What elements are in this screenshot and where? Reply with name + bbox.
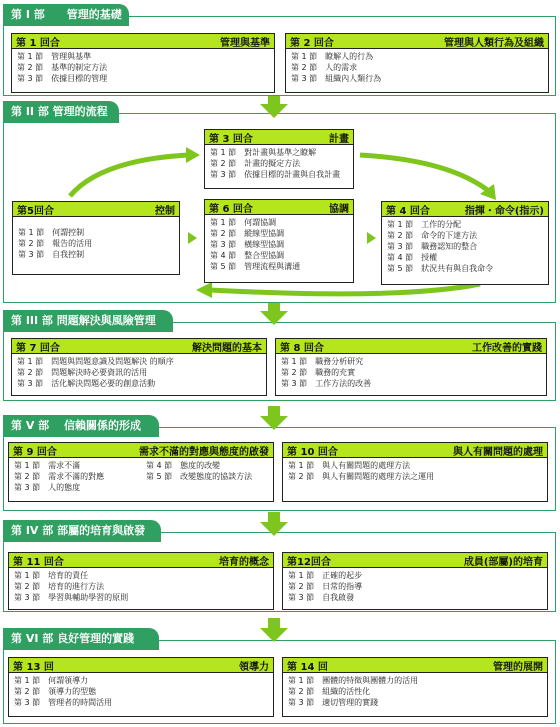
chapter-10-box: [282, 442, 548, 502]
chapter-13-line: 第 2 節 領導力的型態: [14, 687, 97, 696]
chapter-7-line: 第 3 節 活化解決問題必要的創意活動: [17, 379, 156, 388]
chapter-8-line: 第 3 節 工作方法的改善: [281, 379, 372, 388]
part-4-tab: 第 IV 部 部屬的培育與啟發: [3, 520, 161, 542]
part-6-tab: 第 VI 部 良好管理的實踐: [3, 628, 159, 650]
chapter-11-line: 第 2 節 培育的進行方法: [14, 582, 105, 591]
chapter-9-line: 第 2 節 需求不滿的對應: [14, 472, 105, 481]
chapter-7-box: [11, 338, 267, 396]
chapter-4-line: 第 5 節 狀況共有與自我命令: [387, 264, 494, 273]
chapter-5-box: [12, 201, 180, 275]
chapter-13-box: [8, 657, 274, 717]
chapter-2-header: 第 2 回合 管理與人類行為及組織: [286, 34, 548, 49]
chapter-4-line: 第 4 節 授權: [387, 253, 438, 262]
chapter-12-header: 第12回合 成員(部屬)的培育: [283, 553, 547, 568]
chapter-1-line: 第 3 節 依據目標的管理: [17, 74, 108, 83]
chapter-9-header: 第 9 回合 需求不滿的對應與態度的啟發: [9, 443, 273, 458]
chapter-4-line: 第 1 節 工作的分配: [387, 220, 462, 229]
chapter-10-line: 第 2 節 與人有關問題的處理方法之運用: [288, 472, 435, 481]
chapter-6-header: 第 6 回合 協調: [205, 200, 353, 215]
chapter-8-header: 第 8 回合 工作改善的實踐: [276, 339, 546, 354]
chapter-14-header: 第 14 回 管理的展開: [283, 658, 547, 673]
part-3-tab: 第 III 部 問題解決與風險管理: [3, 310, 173, 332]
chapter-7-line: 第 1 節 問題與問題意識及問題解決 的順序: [17, 357, 174, 366]
chapter-6-line: 第 4 節 整合型協調: [210, 251, 285, 260]
part-1-tab: 第 I 部 管理的基礎: [3, 4, 129, 26]
chapter-5-line: 第 2 節 報告的活用: [18, 239, 93, 248]
chapter-1-box: [11, 33, 275, 93]
chapter-11-line: 第 3 節 學習與輔助學習的原則: [14, 593, 129, 602]
chapter-10-header: 第 10 回合 與人有關問題的處理: [283, 443, 547, 458]
chapter-13-line: 第 3 節 管理者的時間活用: [14, 698, 113, 707]
chapter-11-box: [8, 552, 274, 610]
chapter-1-header: 第 1 回合 管理與基準: [12, 34, 274, 49]
chapter-13-line: 第 1 節 何謂領導力: [14, 676, 89, 685]
chapter-2-line: 第 3 節 組織內人類行為: [291, 74, 382, 83]
chapter-14-line: 第 1 節 團體的特徵與團體力的活用: [288, 676, 419, 685]
chapter-5-line: 第 3 節 自我控制: [18, 250, 85, 259]
chapter-9-line: 第 3 節 人的態度: [14, 483, 81, 492]
chapter-4-box: [381, 201, 549, 285]
chapter-6-box: [204, 199, 354, 283]
chapter-14-line: 第 3 節 適切管理的實踐: [288, 698, 379, 707]
chapter-2-box: [285, 33, 549, 93]
part-2-tab: 第 II 部 管理的流程: [3, 101, 119, 123]
chapter-14-box: [282, 657, 548, 717]
chapter-6-line: 第 3 節 橫線型協調: [210, 240, 285, 249]
chapter-12-line: 第 3 節 自我啟發: [288, 593, 355, 602]
chapter-2-line: 第 2 節 人的需求: [291, 63, 358, 72]
chapter-14-line: 第 2 節 組織的活性化: [288, 687, 371, 696]
chapter-4-line: 第 2 節 命令的下達方法: [387, 231, 478, 240]
chapter-8-line: 第 1 節 職務分析研究: [281, 357, 364, 366]
chapter-3-box: [204, 129, 354, 189]
chapter-2-line: 第 1 節 瞭解人的行為: [291, 52, 374, 61]
chapter-3-line: 第 2 節 計畫的擬定方法: [210, 159, 301, 168]
chapter-1-line: 第 2 節 基準的制定方法: [17, 63, 108, 72]
chapter-13-header: 第 13 回 領導力: [9, 658, 273, 673]
chapter-3-header: 第 3 回合 計畫: [205, 130, 353, 145]
chapter-12-box: [282, 552, 548, 610]
chapter-6-line: 第 2 節 縱線型協調: [210, 229, 285, 238]
chapter-9-line: 第 5 節 改變態度的協談方法: [146, 472, 253, 481]
chapter-11-header: 第 11 回合 培育的概念: [9, 553, 273, 568]
chapter-11-line: 第 1 節 培育的責任: [14, 571, 89, 580]
chapter-6-line: 第 1 節 何謂協調: [210, 218, 277, 227]
chapter-5-line: 第 1 節 何謂控制: [18, 228, 85, 237]
chapter-9-line: 第 1 節 需求不滿: [14, 461, 81, 470]
chapter-4-line: 第 3 節 職務認知的整合: [387, 242, 478, 251]
chapter-12-line: 第 2 節 日常的指導: [288, 582, 363, 591]
chapter-3-line: 第 1 節 對計畫與基準之瞭解: [210, 148, 317, 157]
chapter-9-box: [8, 442, 274, 502]
chapter-9-line: 第 4 節 態度的改變: [146, 461, 221, 470]
part-5-tab: 第 V 部 信賴關係的形成: [3, 415, 159, 437]
chapter-4-header: 第 4 回合 指揮・命令(指示): [382, 202, 548, 217]
chapter-10-line: 第 1 節 與人有關問題的處理方法: [288, 461, 411, 470]
chapter-7-header: 第 7 回合 解決問題的基本: [12, 339, 266, 354]
chapter-12-line: 第 1 節 正確的起步: [288, 571, 363, 580]
chapter-5-header: 第5回合 控制: [13, 202, 179, 217]
chapter-3-line: 第 3 節 依據目標的計畫與自我計畫: [210, 170, 341, 179]
chapter-1-line: 第 1 節 管理與基準: [17, 52, 92, 61]
chapter-8-box: [275, 338, 547, 396]
chapter-6-line: 第 5 節 管理流程與溝通: [210, 262, 301, 271]
chapter-8-line: 第 2 節 職務的充實: [281, 368, 356, 377]
chapter-7-line: 第 2 節 問題解決時必要資訊的活用: [17, 368, 148, 377]
